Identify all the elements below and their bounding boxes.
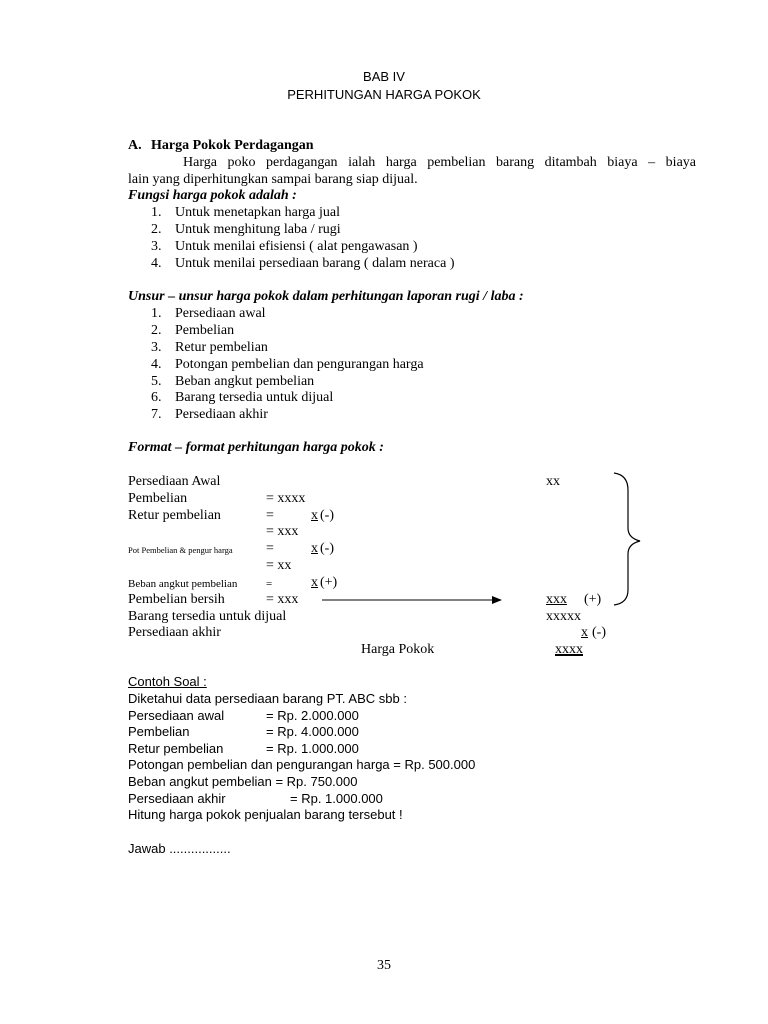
list-item-num: 7. bbox=[151, 407, 162, 422]
format-pembelian-bersih: Pembelian bersih bbox=[128, 592, 225, 607]
contoh-value: = Rp. 1.000.000 bbox=[266, 741, 359, 756]
format-subtotal-1: = xxx bbox=[266, 524, 299, 539]
format-pembelian-bersih-total: xxx bbox=[546, 592, 567, 607]
jawab-line: Jawab ................. bbox=[128, 841, 231, 856]
format-retur: Retur pembelian bbox=[128, 508, 221, 523]
format-persediaan-awal-value: xx bbox=[546, 474, 560, 489]
format-pembelian-value: = xxxx bbox=[266, 491, 306, 506]
contoh-label: Pembelian bbox=[128, 724, 190, 739]
list-item: Untuk menilai persediaan barang ( dalam neraca ) bbox=[175, 256, 455, 271]
list-item: Untuk menghitung laba / rugi bbox=[175, 222, 341, 237]
contoh-potongan: Potongan pembelian dan pengurangan harga = Rp. 500.000 bbox=[128, 757, 476, 772]
contoh-value: = Rp. 2.000.000 bbox=[266, 708, 359, 723]
list-item: Persediaan akhir bbox=[175, 407, 268, 422]
section-paragraph-line1: Harga poko perdagangan ialah harga pembelian barang ditambah biaya – biaya bbox=[183, 155, 696, 170]
format-minus-sign: (-) bbox=[320, 508, 334, 523]
format-barang-tersedia: Barang tersedia untuk dijual bbox=[128, 609, 287, 624]
format-equals: = bbox=[266, 578, 273, 590]
format-equals: = bbox=[266, 508, 274, 523]
format-harga-pokok: Harga Pokok bbox=[361, 642, 435, 657]
contoh-value: = Rp. 1.000.000 bbox=[290, 791, 383, 806]
unsur-title: Unsur – unsur harga pokok dalam perhitungan laporan rugi / laba : bbox=[128, 289, 524, 304]
list-item-num: 4. bbox=[151, 256, 162, 271]
format-subtotal-2: = xx bbox=[266, 558, 292, 573]
section-marker: A. bbox=[128, 138, 142, 153]
section-heading: Harga Pokok Perdagangan bbox=[151, 138, 314, 153]
format-title: Format – format perhitungan harga pokok : bbox=[128, 440, 384, 455]
list-item: Potongan pembelian dan pengurangan harga bbox=[175, 357, 424, 372]
page-number: 35 bbox=[377, 958, 391, 973]
list-item: Retur pembelian bbox=[175, 340, 268, 355]
list-item-num: 6. bbox=[151, 390, 162, 405]
format-beban-value: x bbox=[311, 575, 318, 590]
contoh-beban: Beban angkut pembelian = Rp. 750.000 bbox=[128, 774, 358, 789]
page-title: PERHITUNGAN HARGA POKOK bbox=[287, 87, 481, 102]
list-item: Beban angkut pembelian bbox=[175, 374, 315, 389]
list-item: Untuk menilai efisiensi ( alat pengawasan ) bbox=[175, 239, 418, 254]
list-item-num: 1. bbox=[151, 306, 162, 321]
contoh-value: = Rp. 4.000.000 bbox=[266, 724, 359, 739]
format-persediaan-akhir: Persediaan akhir bbox=[128, 625, 221, 640]
format-potongan-value: x bbox=[311, 541, 318, 556]
format-plus-sign: (+) bbox=[584, 592, 602, 607]
list-item-num: 3. bbox=[151, 239, 162, 254]
chapter-label: BAB IV bbox=[363, 69, 405, 84]
format-harga-pokok-value: xxxx bbox=[555, 642, 583, 657]
contoh-label: Retur pembelian bbox=[128, 741, 224, 756]
format-persediaan-akhir-value: x bbox=[581, 625, 588, 640]
contoh-label: Persediaan akhir bbox=[128, 791, 226, 806]
list-item-num: 4. bbox=[151, 357, 162, 372]
list-item-num: 1. bbox=[151, 205, 162, 220]
list-item: Barang tersedia untuk dijual bbox=[175, 390, 334, 405]
section-paragraph-line2: lain yang diperhitungkan sampai barang siap dijual. bbox=[128, 172, 418, 187]
format-potongan: Pot Pembelian & pengur harga bbox=[128, 545, 233, 555]
format-minus-sign: (-) bbox=[320, 541, 334, 556]
contoh-title: Contoh Soal : bbox=[128, 674, 207, 689]
list-item: Pembelian bbox=[175, 323, 235, 338]
list-item-num: 2. bbox=[151, 222, 162, 237]
format-retur-value: x bbox=[311, 508, 318, 523]
contoh-question: Hitung harga pokok penjualan barang tersebut ! bbox=[128, 807, 403, 822]
format-minus-sign: (-) bbox=[592, 625, 606, 640]
list-item-num: 5. bbox=[151, 374, 162, 389]
contoh-intro: Diketahui data persediaan barang PT. ABC sbb : bbox=[128, 691, 407, 706]
list-item: Persediaan awal bbox=[175, 306, 266, 321]
format-beban-angkut: Beban angkut pembelian bbox=[128, 578, 238, 590]
format-plus-sign: (+) bbox=[320, 575, 338, 590]
format-equals: = bbox=[266, 541, 274, 556]
list-item-num: 3. bbox=[151, 340, 162, 355]
format-persediaan-awal: Persediaan Awal bbox=[128, 474, 221, 489]
format-pembelian-bersih-value: = xxx bbox=[266, 592, 299, 607]
format-pembelian: Pembelian bbox=[128, 491, 188, 506]
format-barang-tersedia-value: xxxxx bbox=[546, 609, 581, 624]
list-item-num: 2. bbox=[151, 323, 162, 338]
list-item: Untuk menetapkan harga jual bbox=[175, 205, 340, 220]
fungsi-title: Fungsi harga pokok adalah : bbox=[128, 188, 297, 203]
contoh-label: Persediaan awal bbox=[128, 708, 225, 723]
